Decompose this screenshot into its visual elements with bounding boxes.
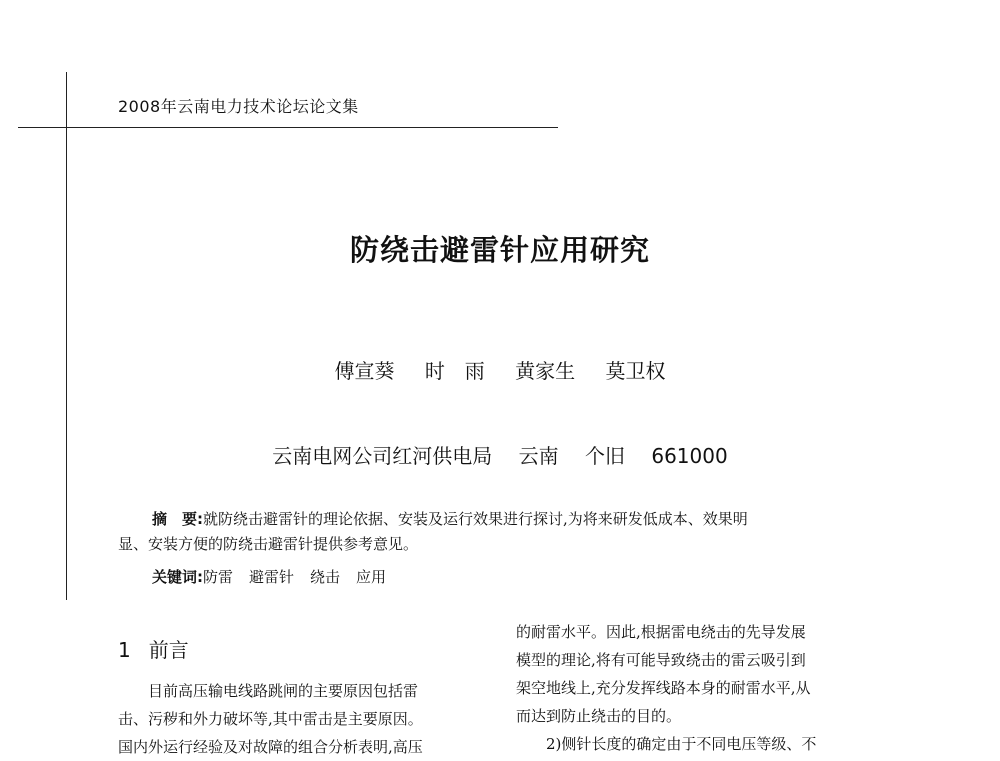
body-line: 模型的理论,将有可能导致绕击的雷云吸引到 [516, 651, 806, 669]
keyword-3: 绕击 [310, 568, 341, 586]
affiliation [0, 440, 1000, 469]
keywords [152, 566, 402, 587]
margin-vertical-rule [66, 72, 67, 600]
body-line: 的耐雷水平。因此,根据雷电绕击的先导发展 [516, 623, 806, 641]
body-line: 击、污秽和外力破坏等,其中雷击是主要原因。 [118, 710, 423, 728]
author-1: 傅宣葵 [334, 359, 395, 383]
author-4: 莫卫权 [605, 359, 666, 383]
affiliation-postcode: 661000 [651, 444, 728, 468]
keyword-2: 避雷针 [249, 568, 295, 586]
abstract [118, 507, 878, 557]
header-rule [18, 127, 558, 128]
body-left-column [118, 677, 482, 761]
body-line: 目前高压输电线路跳闸的主要原因包括雷 [118, 682, 419, 700]
abstract-line-1 [118, 507, 878, 532]
affiliation-city: 个旧 [585, 444, 625, 468]
abstract-label: 摘 要: [152, 510, 203, 528]
section-number: 1 [118, 638, 131, 662]
keyword-4: 应用 [356, 568, 387, 586]
author-2: 时 雨 [424, 359, 485, 383]
running-header: 2008年云南电力技术论坛论文集 [118, 97, 359, 116]
abstract-text-1: 就防绕击避雷针的理论依据、安装及运行效果进行探讨,为将来研发低成本、效果明 [203, 510, 748, 528]
body-right-column [516, 618, 876, 758]
author-list [0, 355, 1000, 384]
section-title: 前言 [148, 638, 189, 662]
keywords-label: 关键词: [152, 568, 203, 586]
affiliation-province: 云南 [518, 444, 559, 468]
author-3: 黄家生 [515, 359, 576, 383]
body-line: 架空地线上,充分发挥线路本身的耐雷水平,从 [516, 679, 811, 697]
section-1-heading [118, 634, 189, 663]
body-line: 国内外运行经验及对故障的组合分析表明,高压 [118, 738, 423, 756]
affiliation-org: 云南电网公司红河供电局 [272, 444, 493, 468]
paper-title: 防绕击避雷针应用研究 [349, 233, 650, 267]
body-line: 2)侧针长度的确定由于不同电压等级、不 [516, 735, 817, 753]
body-line: 而达到防止绕击的目的。 [516, 707, 682, 725]
keyword-1: 防雷 [203, 568, 234, 586]
abstract-text-2: 显、安装方便的防绕击避雷针提供参考意见。 [118, 535, 419, 553]
